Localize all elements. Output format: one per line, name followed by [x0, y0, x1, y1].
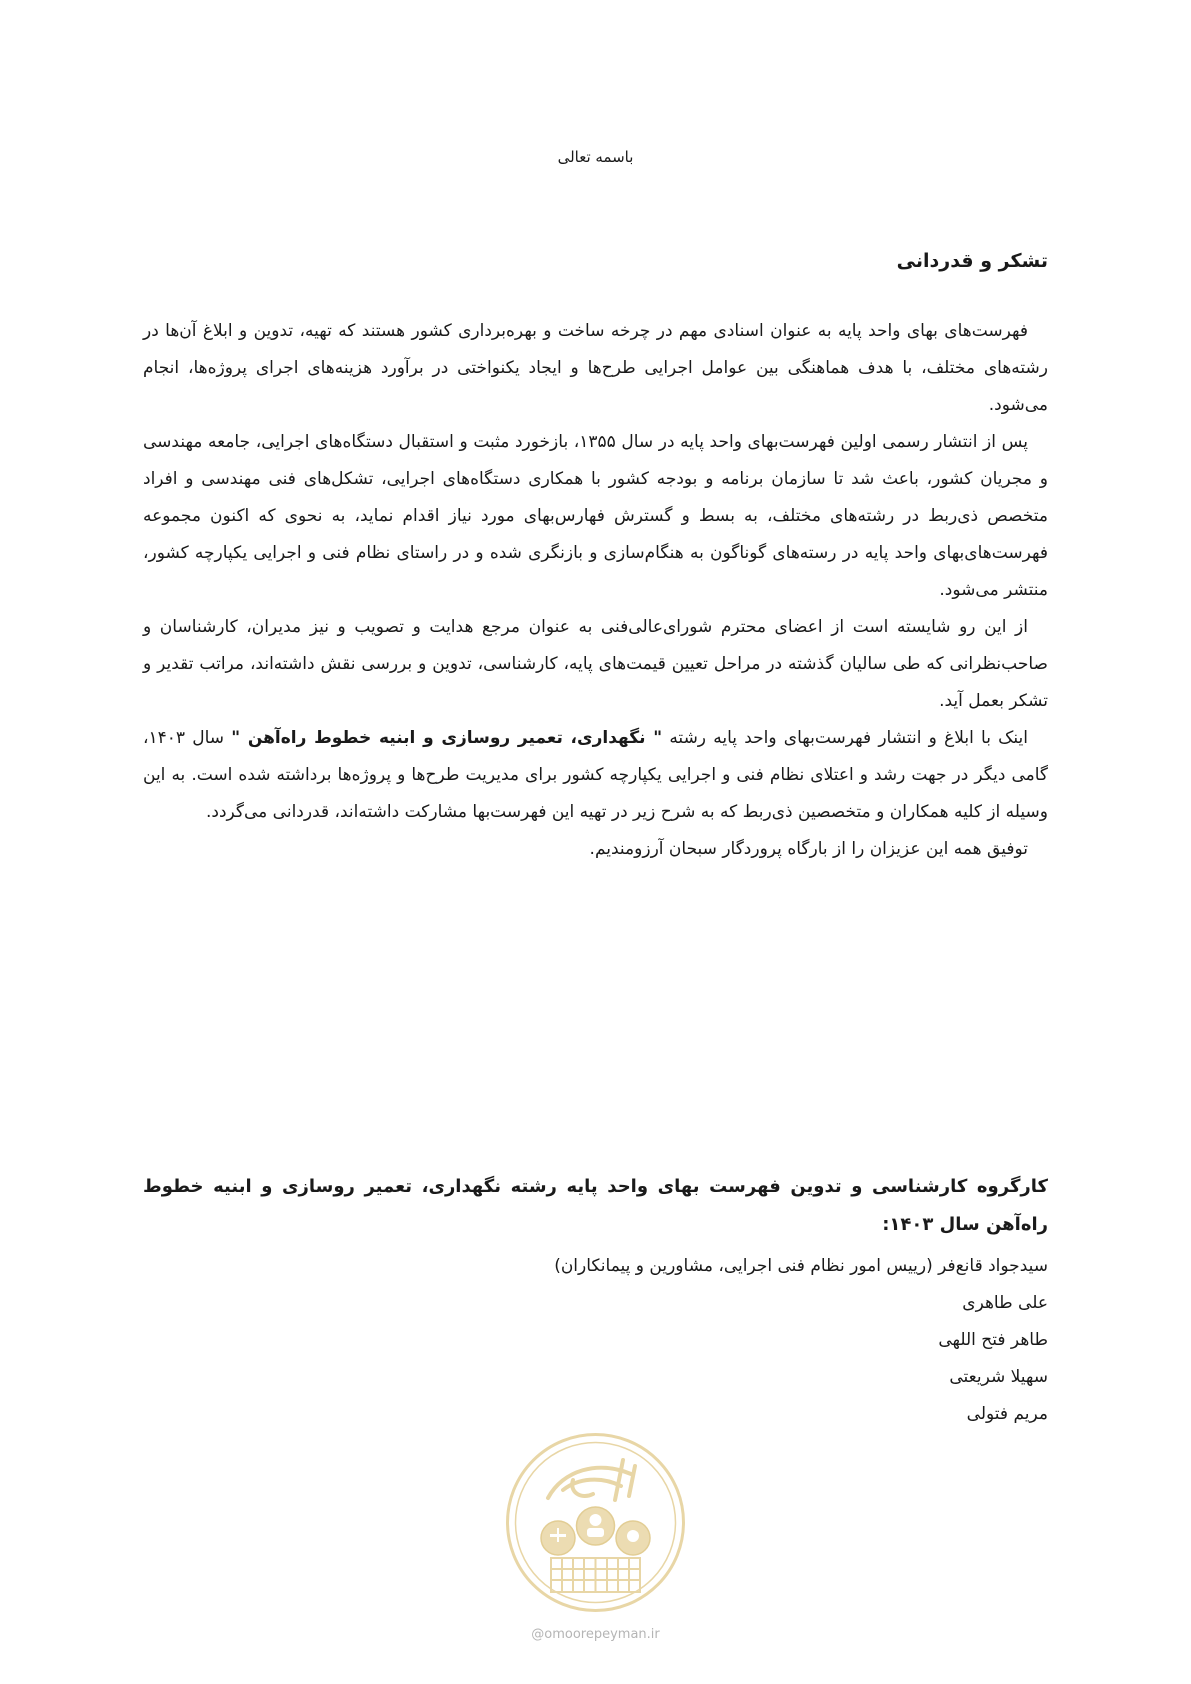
working-group — [143, 1168, 1048, 1433]
discipline-name: " نگهداری، تعمیر روسازی و ابنیه خطوط راه‌آهن " — [231, 728, 663, 748]
member-name: علی طاهری — [962, 1293, 1048, 1313]
paragraph-4-lead: اینک با ابلاغ و انتشار فهرست‌بهای واحد پایه رشته — [662, 728, 1028, 748]
member-name: طاهر فتح اللهی — [938, 1330, 1048, 1350]
seal-icon — [503, 1430, 688, 1615]
paragraph-5: توفیق همه این عزیزان را از بارگاه پروردگار سبحان آرزومندیم. — [589, 839, 1028, 859]
member-name: سیدجواد قانع‌فر (رییس امور نظام فنی اجرایی، مشاورین و پیمانکاران) — [554, 1256, 1048, 1276]
paragraph-1: فهرست‌های بهای واحد پایه به عنوان اسنادی مهم در چرخه ساخت و بهره‌برداری کشور هستند که تهیه، تدوین و ابلاغ آن‌ها در رشته‌های مختلف، با هدف هماهنگی بین عوامل اجرایی طرح‌ها و ایجاد یکنواختی در برآورد هزینه‌های اجرای پروژه‌ها، انجام می‌شود. — [143, 321, 1048, 415]
acknowledgement-body — [143, 313, 1048, 868]
member-name: سهیلا شریعتی — [949, 1367, 1048, 1387]
working-group-heading: کارگروه کارشناسی و تدوین فهرست بهای واحد پایه رشته نگهداری، تعمیر روسازی و ابنیه خطوط راه‌آهن سال ۱۴۰۳: — [143, 1176, 1048, 1235]
paragraph-2: پس از انتشار رسمی اولین فهرست‌بهای واحد پایه در سال ۱۳۵۵، بازخورد مثبت و استقبال دستگاه‌های اجرایی، جامعه مهندسی و مجریان کشور، باعث شد تا سازمان برنامه و بودجه کشور با همکاری دستگاه‌های اجرایی، تشکل‌های فنی مهندسی و افراد متخصص ذی‌ربط در رشته‌های مختلف، به بسط و گسترش فهارس‌بهای مورد نیاز اقدام نماید، به نحوی که اکنون مجموعه فهرست‌های‌بهای واحد پایه در رسته‌های گوناگون به هنگام‌سازی و بازنگری شده و در راستای نظام فنی و اجرایی یکپارچه کشور، منتشر می‌شود. — [143, 432, 1048, 600]
member-name: مریم فتولی — [966, 1404, 1048, 1424]
paragraph-3: از این رو شایسته است از اعضای محترم شورای‌عالی‌فنی به عنوان مرجع هدایت و تصویب و نیز مدیران، کارشناسان و صاحب‌نظرانی که طی سالیان گذشته در مراحل تعیین قیمت‌های پایه، کارشناسی، تدوین و بررسی نقش داشته‌اند، مراتب تقدیر و تشکر بعمل آید. — [143, 617, 1048, 711]
watermark-site: @omoorepeyman.ir — [531, 1627, 660, 1642]
paragraph-4-rest: سال ۱۴۰۳، گامی دیگر در جهت رشد و اعتلای نظام فنی و اجرایی یکپارچه کشور برای مدیریت طرح‌ها و پروژه‌ها برداشته شده است. به این وسیله از کلیه همکاران و متخصصین ذی‌ربط که به شرح زیر در تهیه این فهرست‌بها مشارکت داشته‌اند، قدردانی می‌گردد. — [143, 728, 1048, 822]
basmala-heading: باسمه تعالی — [557, 148, 634, 166]
acknowledgement-title: تشکر و قدردانی — [896, 250, 1048, 272]
paragraph-4 — [143, 720, 1048, 831]
watermark-seal-logo — [503, 1430, 688, 1615]
